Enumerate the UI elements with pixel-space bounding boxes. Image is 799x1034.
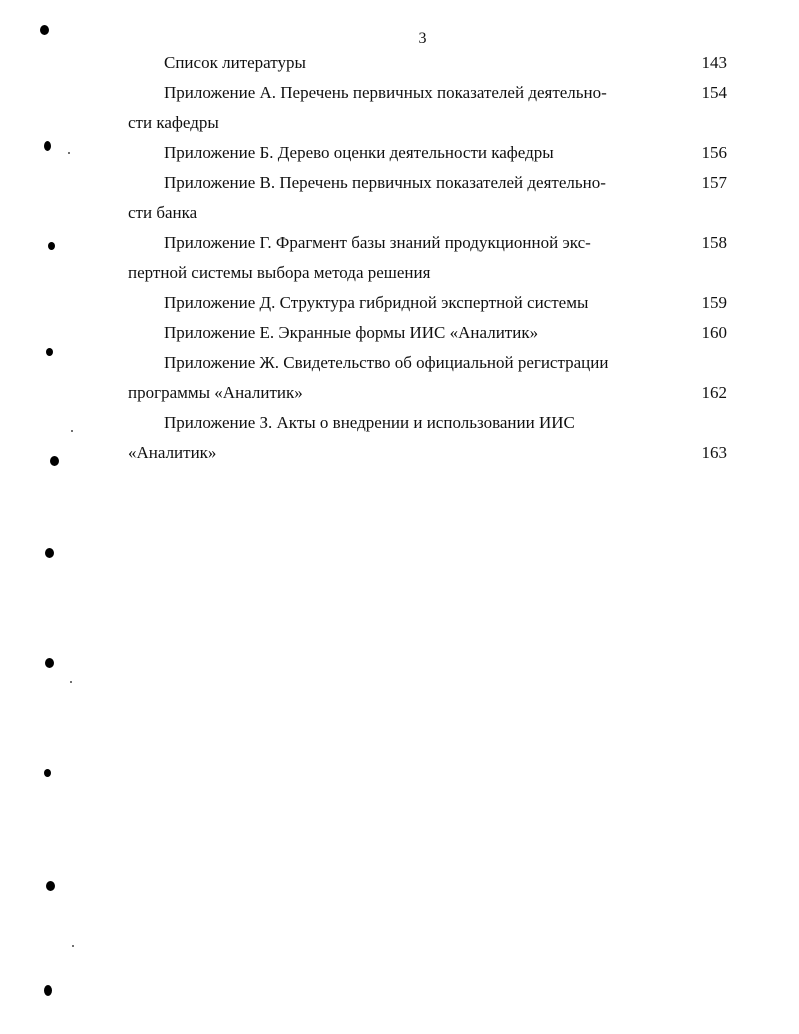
scan-speck [72,945,74,947]
toc-page-number: 157 [701,173,727,192]
toc-page-number: 158 [701,233,727,252]
toc-entry-line: сти кафедры [128,113,219,132]
toc-page-number: 154 [701,83,727,102]
toc-entry-line: Приложение А. Перечень первичных показателей деятельно- [164,83,607,102]
toc-entry-line: программы «Аналитик» [128,383,303,402]
binding-hole-mark [45,658,54,668]
toc-entry-line: Приложение Д. Структура гибридной экспертной системы [164,293,589,312]
binding-hole-mark [48,242,55,250]
toc-entry-line: Приложение Ж. Свидетельство об официальной регистрации [164,353,609,372]
toc-page-number: 156 [701,143,727,162]
toc-entry-line: Приложение В. Перечень первичных показателей деятельно- [164,173,606,192]
toc-entry-line: пертной системы выбора метода решения [128,263,431,282]
binding-hole-mark [44,769,51,777]
binding-hole-mark [50,456,59,466]
toc-entry-line: Список литературы [164,53,306,72]
binding-hole-mark [44,985,52,996]
toc-entry-line: «Аналитик» [128,443,217,462]
toc-entry-line: Приложение З. Акты о внедрении и использовании ИИС [164,413,575,432]
binding-hole-mark [46,881,55,891]
toc-page-number: 162 [701,383,727,402]
binding-hole-mark [45,548,54,558]
scan-speck [68,152,70,154]
binding-hole-mark [46,348,53,356]
toc-entry-line: Приложение Г. Фрагмент базы знаний продукционной экс- [164,233,591,252]
toc-entry-line: Приложение Е. Экранные формы ИИС «Аналитик» [164,323,539,342]
binding-hole-mark [44,141,51,151]
toc-page-number: 159 [701,293,727,312]
toc-entry-line: Приложение Б. Дерево оценки деятельности кафедры [164,143,554,162]
toc-page-number: 163 [701,443,727,462]
scan-speck [71,430,73,432]
toc-page-number: 143 [701,53,727,72]
page-number: 3 [418,30,427,47]
toc-entry-line: сти банка [128,203,198,222]
scan-speck [70,681,72,683]
toc-page-number: 160 [701,323,727,342]
